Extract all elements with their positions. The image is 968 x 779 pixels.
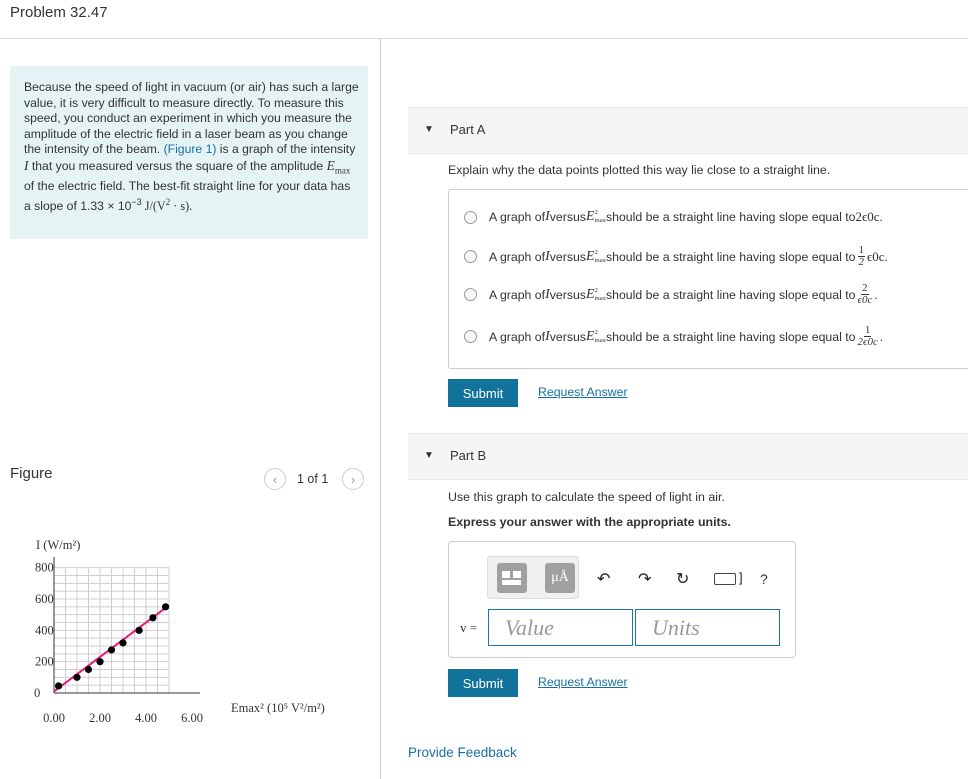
units-button[interactable]: μÅ	[545, 563, 575, 593]
provide-feedback-link[interactable]: Provide Feedback	[408, 745, 517, 760]
templates-button[interactable]	[497, 563, 527, 593]
part-a-header[interactable]	[408, 107, 968, 154]
choice-fraction: $\frac{1}{2}$	[858, 244, 865, 268]
figure-label: Figure	[10, 465, 53, 482]
data-point	[55, 682, 62, 689]
slope-exponent: −3	[131, 196, 142, 207]
part-a-question: Explain why the data points plotted this way lie close to a straight line.	[448, 163, 831, 177]
x-tick-label: 2.00	[89, 711, 111, 725]
keyboard-icon[interactable]	[714, 573, 736, 585]
data-point	[85, 666, 92, 673]
choice-option-1[interactable]	[464, 209, 883, 225]
data-point	[96, 658, 103, 665]
chart-grid	[54, 568, 169, 693]
slope-unit-end: · s).	[170, 198, 193, 213]
chevron-left-icon: ‹	[272, 471, 278, 487]
part-a-request-answer-link[interactable]: Request Answer	[538, 385, 628, 399]
keyboard-toggle-icon: ]	[739, 570, 743, 585]
slope-unit-exp: 2	[165, 196, 171, 207]
y-tick-label: 200	[35, 654, 54, 669]
intensity-symbol: I	[545, 328, 550, 344]
emax-symbol: E	[585, 328, 595, 344]
radio-button[interactable]	[464, 250, 477, 263]
figure-prev-button[interactable]	[264, 468, 286, 490]
emax-subscript: max	[594, 294, 606, 302]
part-b-header[interactable]	[408, 433, 968, 480]
page-title: Problem 32.47	[10, 4, 108, 21]
templates-icon	[501, 569, 523, 587]
choice-versus: versus	[549, 210, 586, 224]
value-input[interactable]: Value	[488, 609, 633, 646]
reset-icon[interactable]: ↻	[676, 571, 690, 588]
emax-subscript: max	[594, 217, 606, 224]
caret-down-icon: ▼	[424, 124, 434, 135]
emax-symbol: E	[585, 248, 595, 264]
part-b-title: Part B	[450, 448, 487, 463]
figure-next-button[interactable]	[342, 468, 364, 490]
problem-text-mid: is a graph of the intensity	[216, 142, 356, 157]
choice-answer: .	[874, 286, 878, 302]
undo-icon[interactable]: ↶	[597, 571, 611, 588]
emax-symbol: E	[585, 286, 595, 302]
choice-option-4[interactable]	[464, 325, 883, 348]
part-b-instruction: Use this graph to calculate the speed of light in air.	[448, 490, 725, 504]
chevron-right-icon: ›	[350, 471, 356, 487]
choice-versus: versus	[549, 287, 586, 302]
choice-versus: versus	[549, 329, 586, 344]
units-input[interactable]: Units	[635, 609, 780, 646]
part-b-request-answer-link[interactable]: Request Answer	[538, 675, 628, 689]
y-tick-label: 600	[35, 592, 54, 606]
intensity-symbol: I	[545, 286, 550, 302]
emax-symbol: E	[326, 157, 335, 173]
emax-subscript: max	[594, 256, 606, 264]
emax-subscript: max	[594, 336, 606, 344]
header-divider	[0, 38, 968, 39]
y-tick-label: 800	[35, 560, 54, 575]
x-tick-label: 4.00	[135, 711, 157, 725]
intensity-vs-field-chart	[10, 525, 370, 735]
x-tick-label: 6.00	[181, 711, 203, 725]
emax-square: 2	[594, 286, 598, 294]
y-tick-label: 400	[35, 623, 54, 638]
choice-middle: should be a straight line having slope equal to	[605, 210, 856, 224]
choice-answer: .	[879, 328, 884, 344]
part-b-instruction-units: Express your answer with the appropriate units.	[448, 515, 731, 529]
intensity-symbol: I	[545, 248, 550, 264]
help-icon[interactable]: ?	[760, 571, 768, 587]
part-b-submit-button[interactable]: Submit	[448, 669, 518, 697]
emax-square: 2	[594, 328, 598, 336]
problem-statement	[24, 80, 359, 214]
variable-label: v =	[460, 620, 478, 635]
data-point	[136, 627, 143, 634]
choice-prefix: A graph of	[489, 329, 546, 344]
chart-axes	[54, 557, 200, 693]
figure-counter: 1 of 1	[297, 472, 329, 486]
choice-fraction: $\frac{1}{2\epsilon 0c}$	[857, 324, 878, 348]
choice-answer: ϵ0c.	[867, 248, 888, 264]
redo-icon[interactable]: ↷	[638, 571, 652, 588]
data-point	[119, 639, 126, 646]
emax-square: 2	[594, 209, 598, 216]
choice-middle: should be a straight line having slope equal to	[605, 287, 856, 302]
chart-labels	[34, 538, 325, 725]
choice-option-3[interactable]	[464, 283, 878, 306]
choice-option-2[interactable]	[464, 245, 888, 268]
column-divider	[380, 38, 381, 779]
slope-unit: J/(V	[141, 198, 166, 213]
radio-button[interactable]	[464, 330, 477, 343]
choice-versus: versus	[549, 249, 586, 264]
choice-middle: should be a straight line having slope equal to	[605, 249, 856, 264]
emax-symbol: E	[585, 209, 595, 224]
choice-answer: 2ϵ0c.	[855, 209, 883, 224]
intensity-symbol: I	[24, 157, 29, 173]
choice-prefix: A graph of	[489, 249, 546, 264]
data-point	[108, 646, 115, 653]
radio-button[interactable]	[464, 288, 477, 301]
x-tick-label: 0.00	[43, 711, 65, 725]
y-tick-label: 0	[34, 686, 41, 700]
figure-link[interactable]: (Figure 1)	[163, 142, 217, 157]
choice-prefix: A graph of	[489, 210, 546, 224]
part-a-title: Part A	[450, 122, 486, 137]
radio-button[interactable]	[464, 211, 477, 224]
x-axis-label: Emax² (10⁵ V²/m²)	[231, 701, 325, 715]
data-point	[162, 603, 169, 610]
part-a-submit-button[interactable]: Submit	[448, 379, 518, 407]
problem-text-end: of the electric field. The best-fit straight line for your data has a slope of 1.33 × 10	[24, 179, 351, 213]
problem-text-intro: Because the speed of light in vacuum (or air) has such a large value, it is very difficult to measure directly. To measure this speed, you conduct an experiment in which you measure the amplitude of the electric field in a laser beam as you change the intensity of the beam.	[24, 80, 359, 157]
emax-subscript: max	[334, 165, 351, 176]
choice-fraction: $\frac{2}{\epsilon 0c}$	[857, 282, 873, 306]
y-axis-label: I (W/m²)	[36, 538, 81, 552]
choice-middle: should be a straight line having slope equal to	[605, 329, 856, 344]
choice-prefix: A graph of	[489, 287, 546, 302]
problem-text-mid2: that you measured versus the square of the amplitude	[28, 158, 327, 173]
emax-square: 2	[594, 248, 598, 256]
caret-down-icon: ▼	[424, 450, 434, 461]
intensity-symbol: I	[545, 209, 550, 224]
data-point	[149, 614, 156, 621]
data-point	[73, 674, 80, 681]
